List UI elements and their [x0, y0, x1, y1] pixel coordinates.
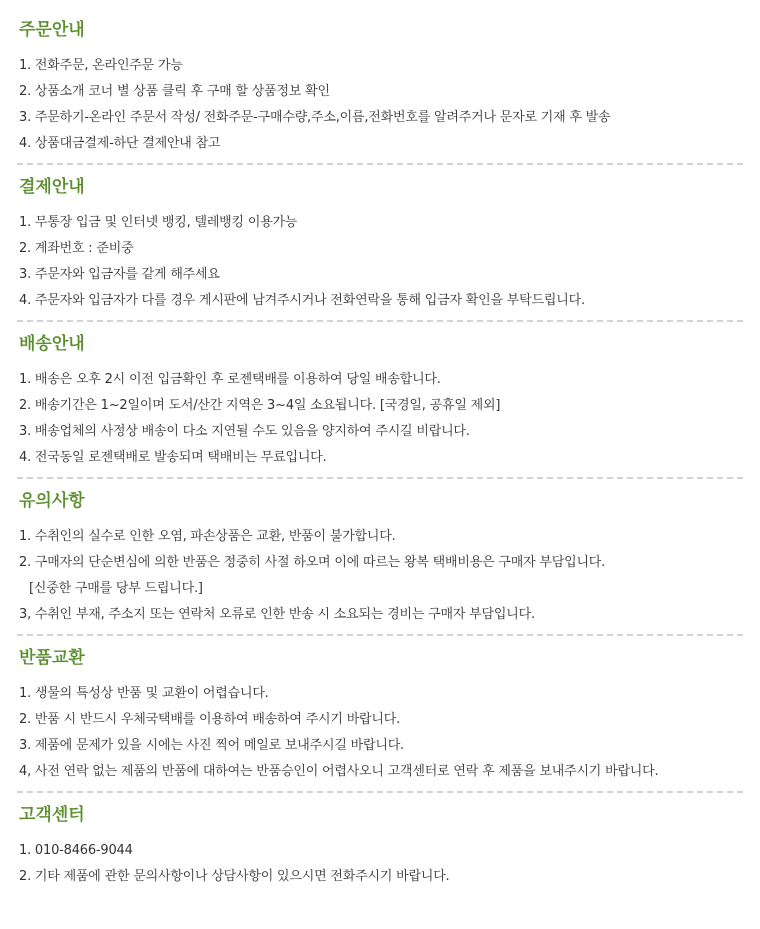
list-item: 3. 주문하기-온라인 주문서 작성/ 전화주문-구매수량,주소,이름,전화번호를 알려주거나 문자로 기재 후 발송: [19, 110, 611, 125]
item-list: [17, 524, 743, 628]
item-list: [17, 53, 743, 157]
section-title: 배송안내: [19, 334, 85, 354]
section-title: 주문안내: [19, 20, 85, 40]
section-title: 결제안내: [19, 177, 85, 197]
list-item: 3. 주문자와 입금자를 같게 해주세요: [19, 267, 220, 282]
section-title: 고객센터: [19, 805, 85, 825]
item-list: [17, 367, 743, 471]
list-item-note: [신중한 구매를 당부 드립니다.]: [29, 581, 203, 596]
section-shipping-guide: [17, 332, 743, 471]
section-customer-center: [17, 803, 743, 890]
list-item: 2. 구매자의 단순변심에 의한 반품은 정중히 사절 하오며 이에 따르는 왕복 택배비용은 구매자 부담입니다.: [19, 555, 606, 570]
section-title: 유의사항: [19, 491, 85, 511]
list-item: 2. 상품소개 코너 별 상품 클릭 후 구매 할 상품정보 확인: [19, 84, 330, 99]
list-item: 2. 배송기간은 1~2일이며 도서/산간 지역은 3~4일 소요됩니다. [국경일, 공휴일 제외]: [19, 398, 501, 413]
list-item: 2. 기타 제품에 관한 문의사항이나 상담사항이 있으시면 전화주시기 바랍니다.: [19, 869, 450, 884]
dashed-divider: [17, 320, 743, 322]
list-item: 1. 배송은 오후 2시 이전 입금확인 후 로젠택배를 이용하여 당일 배송합니다.: [19, 372, 441, 387]
dashed-divider: [17, 634, 743, 636]
section-returns-exchange: [17, 646, 743, 785]
list-item: 1. 수취인의 실수로 인한 오염, 파손상품은 교환, 반품이 불가합니다.: [19, 529, 396, 544]
list-item: 4. 전국동일 로젠택배로 발송되며 택배비는 무료입니다.: [19, 450, 327, 465]
item-list: [17, 681, 743, 785]
list-item: 4. 상품대금결제-하단 결제안내 참고: [19, 136, 221, 151]
list-item: 3. 제품에 문제가 있을 시에는 사진 찍어 메일로 보내주시길 바랍니다.: [19, 738, 404, 753]
item-list: [17, 838, 743, 890]
list-item: 2. 계좌번호 : 준비중: [19, 241, 134, 256]
list-item: 1. 생물의 특성상 반품 및 교환이 어렵습니다.: [19, 686, 269, 701]
list-item: 4, 사전 연락 없는 제품의 반품에 대하여는 반품승인이 어렵사오니 고객센터로 연락 후 제품을 보내주시기 바랍니다.: [19, 764, 659, 779]
dashed-divider: [17, 791, 743, 793]
section-payment-guide: [17, 175, 743, 314]
dashed-divider: [17, 477, 743, 479]
section-title: 반품교환: [19, 648, 85, 668]
section-order-guide: [17, 18, 743, 157]
list-item: 4. 주문자와 입금자가 다를 경우 게시판에 남겨주시거나 전화연락을 통해 입금자 확인을 부탁드립니다.: [19, 293, 585, 308]
list-item: 2. 반품 시 반드시 우체국택배를 이용하여 배송하여 주시기 바랍니다.: [19, 712, 401, 727]
list-item: 1. 전화주문, 온라인주문 가능: [19, 58, 183, 73]
section-precautions: [17, 489, 743, 628]
list-item: 1. 무통장 입금 및 인터넷 뱅킹, 텔레뱅킹 이용가능: [19, 215, 298, 230]
list-item-phone: 1. 010-8466-9044: [19, 843, 133, 858]
list-item: 3. 배송업체의 사정상 배송이 다소 지연될 수도 있음을 양지하여 주시길 비랍니다.: [19, 424, 470, 439]
item-list: [17, 210, 743, 314]
list-item: 3, 수취인 부재, 주소지 또는 연락처 오류로 인한 반송 시 소요되는 경비는 구매자 부담입니다.: [19, 607, 535, 622]
dashed-divider: [17, 163, 743, 165]
